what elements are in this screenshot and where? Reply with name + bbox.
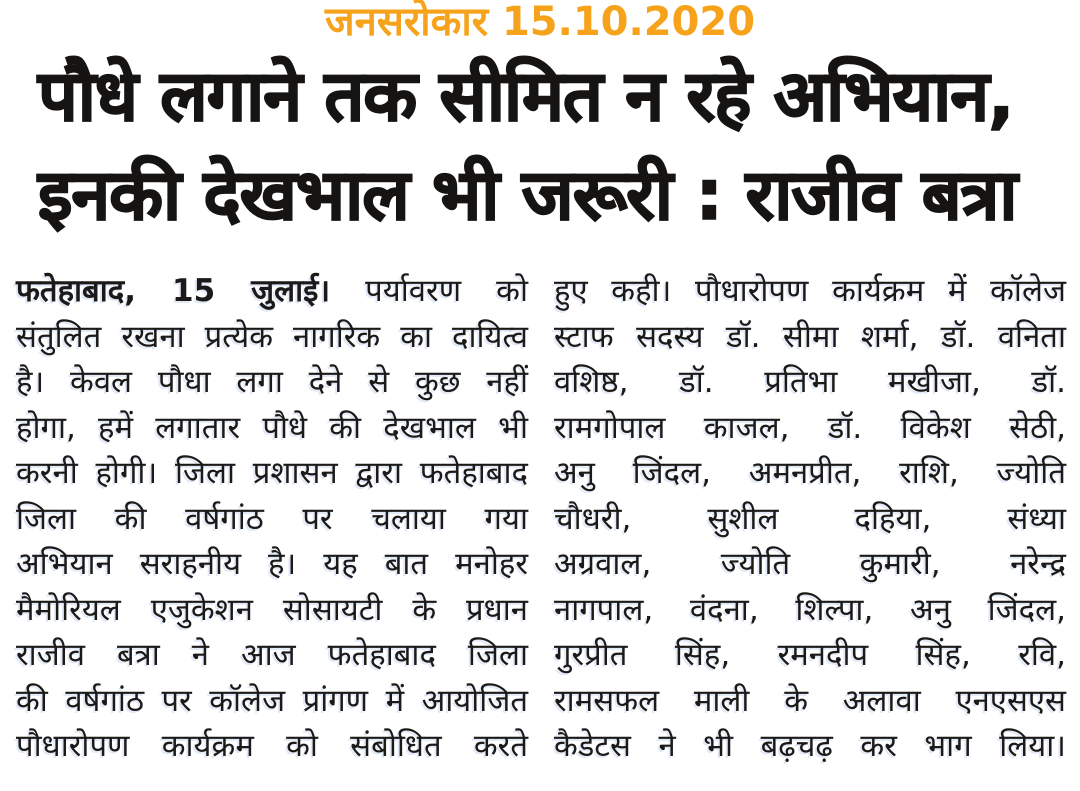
article-line: होगा, हमें लगातार पौधे की देखभाल भी: [16, 409, 528, 446]
article-line: अनु जिंदल, अमनप्रीत, राशि, ज्योति: [554, 455, 1066, 491]
article-line: करनी होगी। जिला प्रशासन द्वारा फतेहाबाद: [16, 455, 528, 491]
article-line: रामसफल माली के अलावा एनएसएस: [554, 682, 1066, 719]
article-line: वशिष्ठ, डॉ. प्रतिभा मखीजा, डॉ.: [554, 364, 1066, 400]
article-line: पौधारोपण कार्यक्रम को संबोधित करते: [16, 728, 528, 764]
article-line: हुए कही। पौधारोपण कार्यक्रम में कॉलेज: [554, 273, 1066, 309]
article-line-dateline: [16, 269, 528, 315]
headline-line2: इनकी देखभाल भी जरूरी : राजीव बत्रा: [38, 154, 1017, 236]
dateline-rest: पर्यावरण को: [330, 273, 528, 309]
article-right-lines: [554, 269, 1066, 770]
article-line: कैडेटस ने भी बढ़चढ़ कर भाग लिया।: [554, 728, 1066, 764]
dateline: फतेहाबाद, 15 जुलाई।: [16, 273, 331, 309]
article-body: [0, 245, 1080, 770]
article-line: राजीव बत्रा ने आज फतेहाबाद जिला: [16, 637, 528, 673]
masthead-date: जनसरोकार 15.10.2020: [324, 0, 756, 45]
article-line: स्टाफ सदस्य डॉ. सीमा शर्मा, डॉ. वनिता: [554, 318, 1066, 355]
article-line: अग्रवाल, ज्योति कुमारी, नरेन्द्र: [554, 546, 1066, 582]
article-left-lines: [16, 315, 528, 770]
article-line: संतुलित रखना प्रत्येक नागरिक का दायित्व: [16, 318, 528, 355]
headline-line1: पौधे लगाने तक सीमित न रहे अभियान,: [38, 55, 1014, 137]
article-line: अभियान सराहनीय है। यह बात मनोहर: [16, 546, 528, 582]
article-line: गुरप्रीत सिंह, रमनदीप सिंह, रवि,: [554, 637, 1066, 673]
article-line: मैमोरियल एजुकेशन सोसायटी के प्रधान: [16, 591, 528, 628]
article-column-left: [16, 269, 528, 770]
article-line: नागपाल, वंदना, शिल्पा, अनु जिंदल,: [554, 591, 1066, 628]
article-line: की वर्षगांठ पर कॉलेज प्रांगण में आयोजित: [16, 682, 528, 719]
article-line: चौधरी, सुशील दहिया, संध्या: [554, 500, 1066, 537]
article-column-right: [554, 269, 1066, 770]
article-line: जिला की वर्षगांठ पर चलाया गया: [16, 500, 528, 537]
article-line: है। केवल पौधा लगा देने से कुछ नहीं: [16, 364, 528, 400]
article-line: रामगोपाल काजल, डॉ. विकेश सेठी,: [554, 409, 1066, 446]
